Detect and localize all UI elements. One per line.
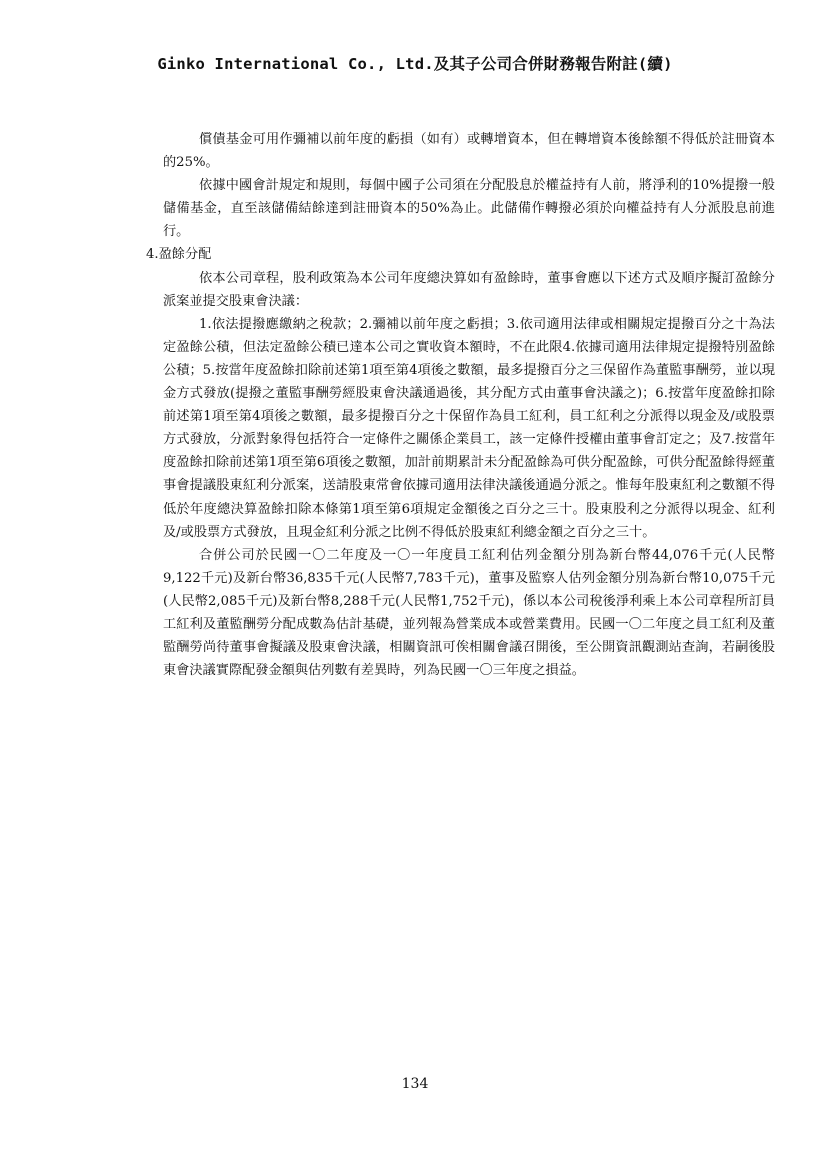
page-header-title: Ginko International Co., Ltd.及其子公司合併財務報告附註(續): [157, 55, 673, 73]
paragraph-general-reserve: 依據中國會計規定和規則，每個中國子公司須在分配股息於權益持有人前，將淨利的10%提撥一般儲備基金，直至該儲備結餘達到註冊資本的50%為止。此儲備作轉撥必須於向權益持有人分派股息前進行。: [163, 178, 775, 240]
paragraph-sinking-fund: 償債基金可用作彌補以前年度的虧損（如有）或轉增資本，但在轉增資本後餘額不得低於註冊資本的25%。: [163, 132, 775, 171]
paragraph-dividend-policy: 依本公司章程，股利政策為本公司年度總決算如有盈餘時，董事會應以下述方式及順序擬訂盈餘分派案並提交股東會決議：: [163, 270, 775, 309]
paragraph-distribution-order: 1.依法提撥應繳納之稅款；2.彌補以前年度之虧損；3.依司適用法律或相關規定提撥百分之十為法定盈餘公積，但法定盈餘公積已達本公司之實收資本額時，不在此限4.依據司適用法律規定提撥特別盈餘公積；5.按當年度盈餘扣除前述第1項至第4項後之數額，最多提撥百分之三保留作為董監事酬勞，並以現金方式發放(提撥之董監事酬勞經股東會決議通過後，其分配方式由董事會決議之)；6.按當年度盈餘扣除前述第1項至第4項後之數額，最多提撥百分之十保留作為員工紅利，員工紅利之分派得以現金及/或股票方式發放，分派對象得包括符合一定條件之關係企業員工，該一定條件授權由董事會訂定之；及7.按當年度盈餘扣除前述第1項至第6項後之數額，加計前期累計未分配盈餘為可供分配盈餘，可供分配盈餘得經董事會提議股東紅利分派案，送請股東常會依據司適用法律決議後通過分派之。惟每年股東紅利之數額不得低於年度總決算盈餘扣除本條第1項至第6項規定金額後之百分之三十。股東股利之分派得以現金、紅利及/或股票方式發放，且現金紅利分派之比例不得低於股東紅利總金額之百分之三十。: [163, 316, 775, 540]
page-number: 134: [401, 1076, 429, 1092]
paragraph-employee-bonus-estimate: 合併公司於民國一〇二年度及一〇一年度員工紅利估列金額分別為新台幣44,076千元(人民幣9,122千元)及新台幣36,835千元(人民幣7,783千元)，董事及監察人估列金額分別為新台幣10,075千元(人民幣2,085千元)及新台幣8,288千元(人民幣1,752千元)，係以本公司稅後淨利乘上本公司章程所訂員工紅利及董監酬勞分配成數為估計基礎，並列報為營業成本或營業費用。民國一〇二年度之員工紅利及董監酬勞尚待董事會擬議及股東會決議，相關資訊可俟相關會議召開後，至公開資訊觀測站查詢，若嗣後股東會決議實際配發金額與估列數有差異時，列為民國一〇三年度之損益。: [163, 547, 775, 679]
section-heading-earnings-distribution: 4.盈餘分配: [146, 247, 212, 263]
document-body: [146, 128, 775, 682]
